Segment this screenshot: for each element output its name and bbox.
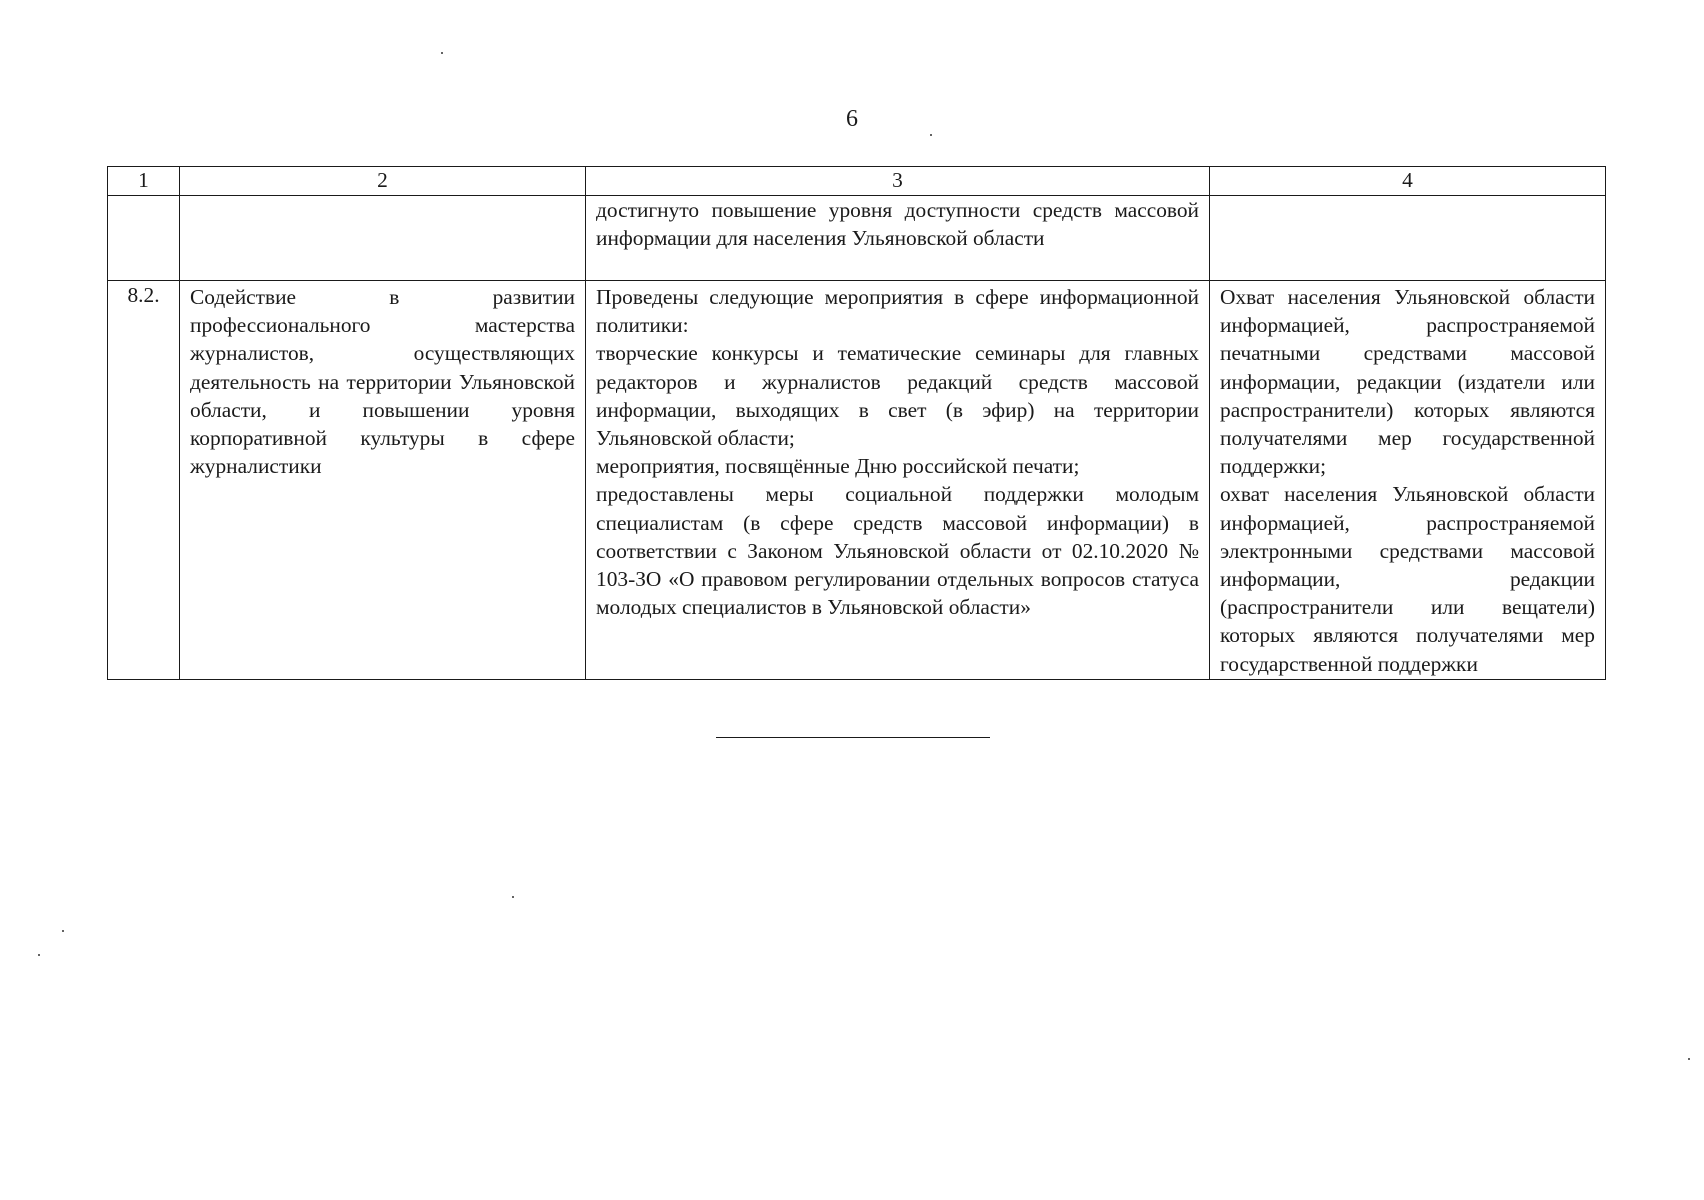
scan-speck bbox=[38, 954, 40, 956]
measures-table bbox=[107, 166, 1606, 680]
task-cell bbox=[180, 281, 586, 680]
scan-speck bbox=[62, 930, 64, 932]
scan-speck bbox=[441, 52, 443, 54]
column-number-3: 3 bbox=[586, 167, 1210, 196]
row-number-cell: 8.2. bbox=[108, 281, 180, 680]
row-number-cell bbox=[108, 196, 180, 281]
results-paragraph: предоставлены меры социальной поддержки молодым специалистам (в сфере средств массовой информации) в соответствии с Законом Ульяновской области от 02.10.2020 № 103-ЗО «О правовом регулировании отдельных вопросов статуса молодых специалистов в Ульяновской области» bbox=[596, 482, 1199, 620]
results-paragraph: Проведены следующие мероприятия в сфере информационной политики: bbox=[596, 285, 1199, 338]
table-header-row bbox=[108, 167, 1606, 196]
results-cell bbox=[586, 281, 1210, 680]
task-cell bbox=[180, 196, 586, 281]
page-number: 6 bbox=[846, 106, 858, 132]
indicator-paragraph: Охват населения Ульяновской области информацией, распространяемой печатными средствами массовой информации, редакции (издатели или распространители) которых являются получателями мер государственной поддержки; bbox=[1220, 285, 1595, 479]
task-text: Содействие в развитии профессионального мастерства журналистов, осуществляющих деятельность на территории Ульяновской области, и повышении уровня корпоративной культуры в сфере журналистики bbox=[190, 285, 575, 479]
end-separator-line bbox=[716, 737, 990, 738]
table-row-continuation bbox=[108, 196, 1606, 281]
results-cell bbox=[586, 196, 1210, 281]
results-paragraph: творческие конкурсы и тематические семинары для главных редакторов и журналистов редакций средств массовой информации, выходящих в свет (в эфир) на территории Ульяновской области; bbox=[596, 341, 1199, 451]
results-paragraph: достигнуто повышение уровня доступности средств массовой информации для населения Ульяновской области bbox=[596, 198, 1199, 251]
indicators-cell bbox=[1210, 281, 1606, 680]
column-number-1: 1 bbox=[108, 167, 180, 196]
scan-speck bbox=[1688, 1058, 1690, 1060]
column-number-4: 4 bbox=[1210, 167, 1606, 196]
indicators-cell bbox=[1210, 196, 1606, 281]
scan-speck bbox=[930, 134, 932, 136]
indicator-paragraph: охват населения Ульяновской области информацией, распространяемой электронными средствами массовой информации, редакции (распространители или вещатели) которых являются получателями мер государственной поддержки bbox=[1220, 482, 1595, 676]
scan-speck bbox=[512, 896, 514, 898]
table-row-8-2 bbox=[108, 281, 1606, 680]
column-number-2: 2 bbox=[180, 167, 586, 196]
results-paragraph: мероприятия, посвящённые Дню российской печати; bbox=[596, 454, 1080, 479]
